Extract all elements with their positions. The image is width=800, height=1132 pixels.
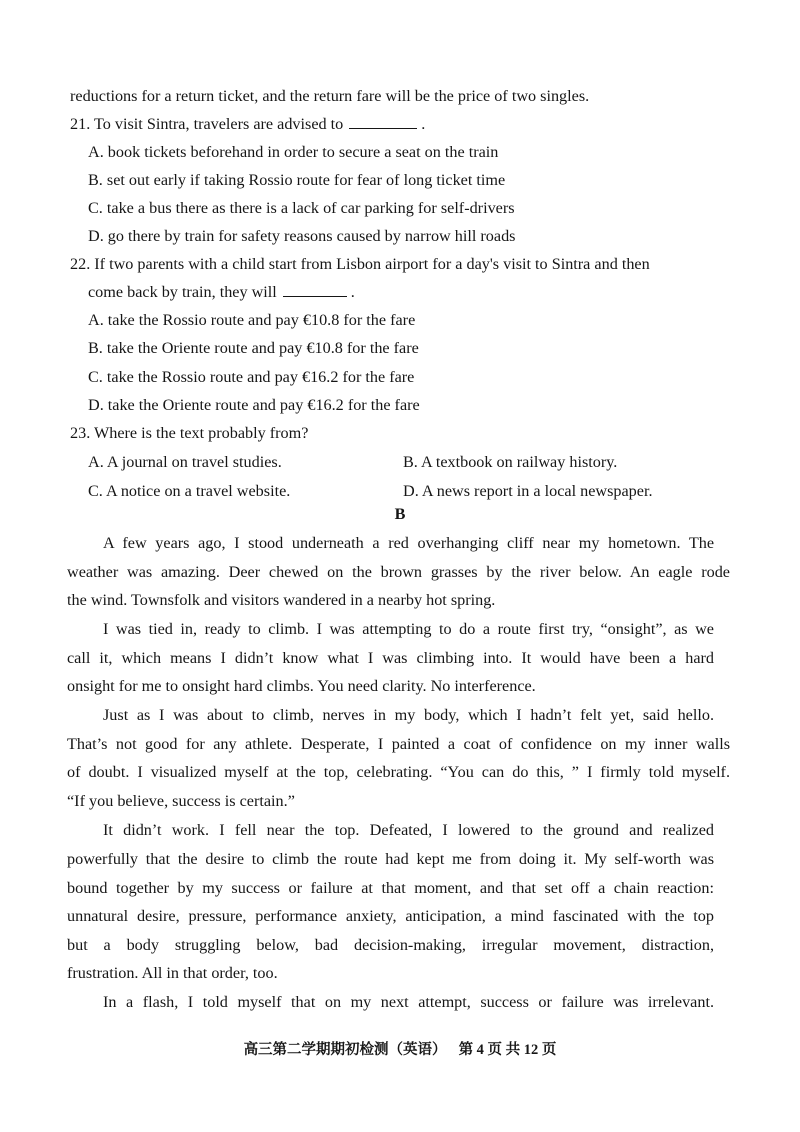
question-22-stem-2: come back by train, they will	[88, 283, 277, 301]
footer-title: 高三第二学期期初检测（英语）	[243, 1042, 447, 1058]
paragraph-4-line-3: bound together by my success or failure at that moment, and that set off a chain reaction:	[67, 879, 714, 897]
paragraph-3-line-4: “If you believe, success is certain.”	[67, 792, 295, 810]
paragraph-3-line-1: Just as I was about to climb, nerves in my body, which I hadn’t felt yet, said hello.	[103, 706, 714, 724]
paragraph-4-line-4: unnatural desire, pressure, performance anxiety, anticipation, a mind fascinated with the top	[67, 907, 714, 925]
option-22-c: C. take the Rossio route and pay €16.2 for the fare	[88, 368, 415, 386]
option-21-a: A. book tickets beforehand in order to secure a seat on the train	[88, 143, 499, 161]
option-21-d: D. go there by train for safety reasons caused by narrow hill roads	[88, 227, 516, 245]
question-23-stem: 23. Where is the text probably from?	[70, 424, 309, 442]
option-23-c: C. A notice on a travel website.	[88, 482, 291, 500]
paragraph-4-line-5: but a body struggling below, bad decision-making, irregular movement, distraction,	[67, 936, 714, 954]
section-b-heading: B	[394, 505, 406, 523]
paragraph-4-line-2: powerfully that the desire to climb the route had kept me from doing it. My self-worth was	[67, 850, 714, 868]
paragraph-1-line-1: A few years ago, I stood underneath a red overhanging cliff near my hometown. The	[103, 534, 714, 552]
option-21-b: B. set out early if taking Rossio route for fear of long ticket time	[88, 171, 506, 189]
paragraph-1-line-2: weather was amazing. Deer chewed on the brown grasses by the river below. An eagle rode	[67, 563, 730, 581]
paragraph-4-line-6: frustration. All in that order, too.	[67, 964, 278, 982]
question-21	[70, 114, 425, 134]
question-21-end: .	[421, 115, 426, 133]
paragraph-3-line-3: of doubt. I visualized myself at the top, celebrating. “You can do this, ” I firmly told myself.	[67, 763, 730, 781]
paragraph-5-line-1: In a flash, I told myself that on my next attempt, success or failure was irrelevant.	[103, 993, 714, 1011]
page-footer	[0, 1038, 800, 1059]
paragraph-2-line-1: I was tied in, ready to climb. I was attempting to do a route first try, “onsight”, as we	[103, 620, 714, 638]
paragraph-2-line-2: call it, which means I didn’t know what I was climbing into. It would have been a hard	[67, 649, 714, 667]
answer-blank	[283, 283, 347, 297]
paragraph-2-line-3: onsight for me to onsight hard climbs. You need clarity. No interference.	[67, 677, 536, 695]
question-21-stem: 21. To visit Sintra, travelers are advised to	[70, 115, 344, 133]
option-22-a: A. take the Rossio route and pay €10.8 for the fare	[88, 311, 416, 329]
paragraph-1-line-3: the wind. Townsfolk and visitors wandered in a nearby hot spring.	[67, 591, 496, 609]
paragraph-4-line-1: It didn’t work. I fell near the top. Defeated, I lowered to the ground and realized	[103, 821, 714, 839]
answer-blank	[349, 115, 417, 129]
option-23-d: D. A news report in a local newspaper.	[403, 482, 653, 500]
question-22-stem: 22. If two parents with a child start from Lisbon airport for a day's visit to Sintra and then	[70, 255, 650, 273]
question-22-end: .	[350, 283, 355, 301]
passage-a-last-line: reductions for a return ticket, and the return fare will be the price of two singles.	[70, 87, 590, 105]
footer-page-number: 第 4 页 共 12 页	[458, 1042, 557, 1058]
paragraph-3-line-2: That’s not good for any athlete. Desperate, I painted a coat of confidence on my inner walls	[67, 735, 730, 753]
option-23-b: B. A textbook on railway history.	[403, 453, 618, 471]
option-23-a: A. A journal on travel studies.	[88, 453, 282, 471]
question-22-stem-cont	[88, 282, 355, 302]
option-22-d: D. take the Oriente route and pay €16.2 for the fare	[88, 396, 420, 414]
option-21-c: C. take a bus there as there is a lack of car parking for self-drivers	[88, 199, 515, 217]
option-22-b: B. take the Oriente route and pay €10.8 for the fare	[88, 339, 419, 357]
